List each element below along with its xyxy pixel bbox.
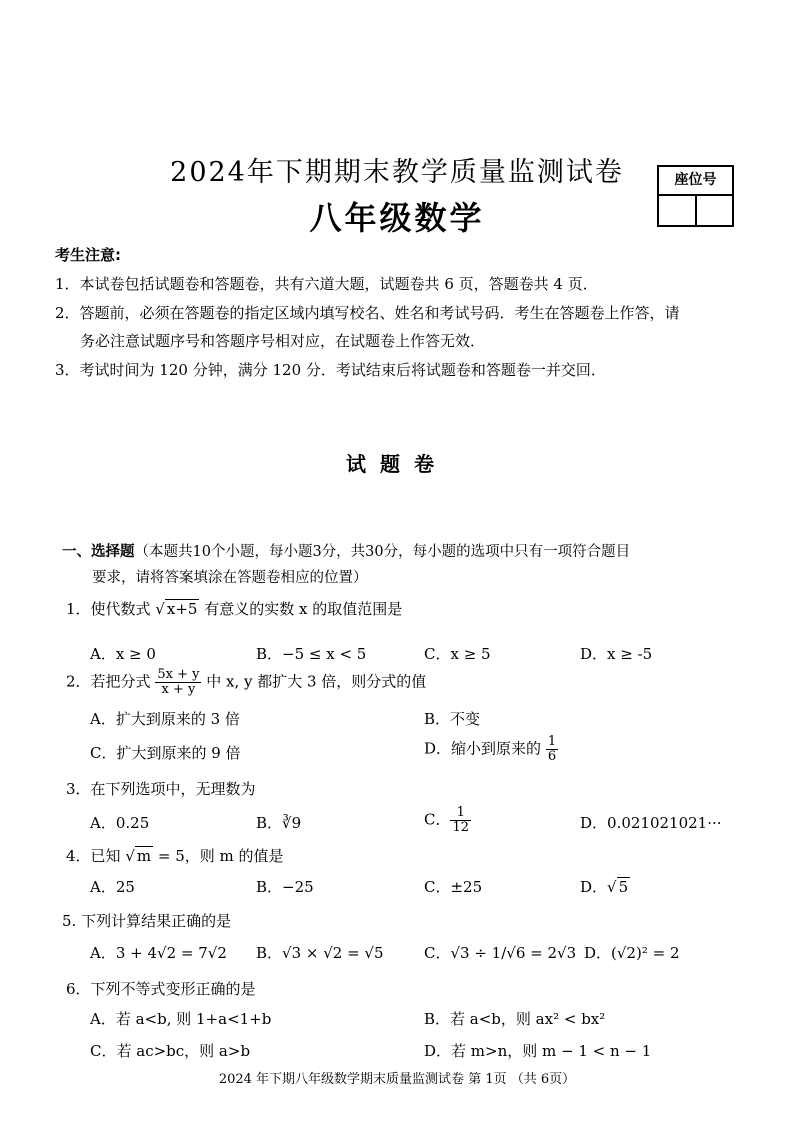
q3-option-c-label: C． [424,810,451,829]
part1-desc: （本题共10个小题，每小题3分，共30分，每小题的选项中只有一项符合题目 [134,544,631,560]
q3-option-b [256,812,301,833]
q4-pre: 4．已知 [66,847,121,865]
page-footer: 2024 年下期八年级数学期末质量监测试卷 第 1页 （共 6页） [218,1072,576,1087]
part1-header [62,540,630,561]
q2-post: 中 x, y 都扩大 3 倍，则分式的值 [206,672,427,691]
q4-option-d: D．√ 5 [580,878,629,896]
question-4 [66,845,284,866]
exam-title: 2024年下期期末教学质量监测试卷 [170,157,624,188]
q2-option-c: C．扩大到原来的 9 倍 [90,744,241,762]
note-item: 2．答题前，必须在答题卷的指定区域内填写校名、姓名和考试号码．考生在答题卷上作答，请 [55,304,680,322]
q4-option-c: C．±25 [424,878,483,896]
q2-option-d-fraction [546,735,558,764]
q3-option-b-label: B． [256,814,283,832]
notes-heading: 考生注意: [55,246,121,264]
seat-cell [659,196,697,227]
q1-option-c: C．x ≥ 5 [424,645,491,663]
q3-option-d: D．0.021021021··· [580,814,722,832]
part1-heading: 一、选择题 [62,544,135,560]
q1-option-a: A．x ≥ 0 [90,645,156,663]
q2-fraction [155,668,201,697]
seat-cell [697,196,733,227]
part1-desc-cont: 要求，请将答案填涂在答题卷相应的位置） [92,570,368,586]
q5-option-c: C．√3 ÷ 1/√6 = 2√3 [424,944,577,962]
section-title: 试题卷 [346,452,448,476]
q4-option-b: B．−25 [256,878,314,896]
question-6: 6．下列不等式变形正确的是 [66,980,256,998]
q1-radical: √ x+5 [155,600,198,618]
question-2 [66,668,426,697]
q5-option-b: B．√3 × √2 = √5 [256,944,384,962]
q4-radical: √ m [125,847,152,865]
note-item: 3．考试时间为 120 分钟，满分 120 分．考试结束后将试题卷和答题卷一并交回． [55,361,606,379]
q2-d-numerator: 1 [547,734,557,749]
q2-d-denominator: 6 [547,749,557,764]
q4-option-d-radicand: 5 [618,878,629,896]
q2-option-d [424,735,558,764]
q3-c-numerator: 1 [450,806,471,821]
note-item: 1．本试卷包括试题卷和答题卷，共有六道大题，试题卷共 6 页，答题卷共 4 页． [55,275,598,293]
q3-option-c-fraction [450,806,471,835]
q5-option-a: A．3 + 4√2 = 7√2 [90,944,227,962]
q2-pre: 2．若把分式 [66,672,151,691]
note-item: 务必注意试题序号和答题序号相对应，在试题卷上作答无效． [80,332,486,350]
q5-option-d: D．(√2)² = 2 [584,944,680,962]
q2-option-d-text: D．缩小到原来的 [424,739,542,758]
q3-option-c [424,806,471,835]
q2-denominator: x + y [161,682,196,697]
q3-option-a: A．0.25 [90,814,150,832]
q6-option-b: B．若 a<b，则 ax² < bx² [424,1010,606,1028]
q2-option-a: A．扩大到原来的 3 倍 [90,710,240,728]
q2-numerator: 5x + y [157,667,200,682]
q2-option-b: B．不变 [424,710,481,728]
q6-option-d: D．若 m>n，则 m − 1 < n − 1 [424,1042,652,1060]
question-1 [66,598,402,619]
exam-subtitle: 八年级数学 [309,199,485,237]
q4-post: = 5，则 m 的值是 [157,847,284,865]
seat-number-label: 座位号 [659,167,732,196]
q3-c-denominator: 12 [452,820,470,835]
q4-option-a: A．25 [90,878,135,896]
q1-option-b: B．−5 ≤ x < 5 [256,645,367,663]
seat-number-box [657,165,734,227]
q6-option-c: C．若 ac>bc，则 a>b [90,1042,251,1060]
q6-option-a: A．若 a<b, 则 1+a<1+b [90,1010,272,1028]
question-5: 5. 下列计算结果正确的是 [62,912,232,930]
q4-radicand: m [136,847,152,865]
q4-option-d-label: D． [580,878,608,896]
question-3: 3．在下列选项中，无理数为 [66,780,256,798]
q3-option-b-value: ∛9 [282,814,302,832]
q1-radicand: x+5 [166,600,198,618]
q1-post: 有意义的实数 x 的取值范围是 [204,600,403,618]
q1-pre: 1．使代数式 [66,600,151,618]
q1-option-d: D．x ≥ -5 [580,645,653,663]
